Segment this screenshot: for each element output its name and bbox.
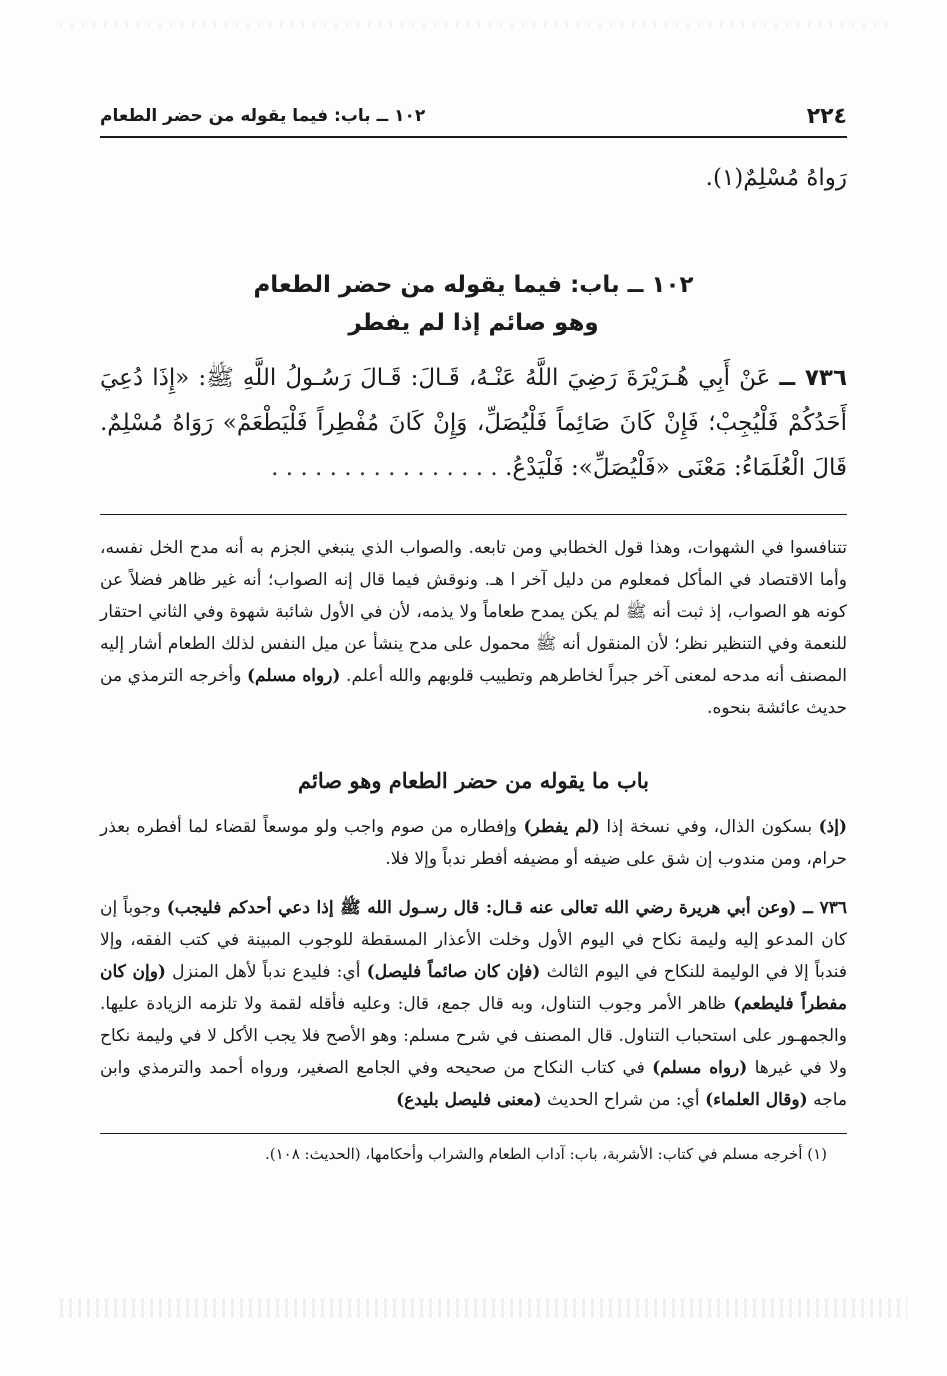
para1-term-1: (إذ) — [818, 817, 848, 837]
scan-noise-bottom — [60, 1298, 907, 1318]
para2-text-1: وجوباً إن كان المدعو إليه وليمة نكاح في اليوم الأول وخلت الأعذار المسقطة للوجوب المبينة في كتب الفقه، وإلا فندباً إلا في الوليمة للنكاح في اليوم الثالث — [100, 898, 848, 982]
para2-term-4: (رواه مسلم) — [652, 1058, 748, 1078]
previous-hadith-ending: رَواهُ مُسْلِمٌ(١). — [705, 165, 847, 191]
para2-text-2: أي: فليدع ندباً لأهل المنزل — [172, 962, 361, 982]
para2-term-5: (وقال العلماء) — [705, 1090, 808, 1110]
commentary-paragraph-2 — [100, 892, 847, 1116]
para2-term-6: (معنى فليصل بليدع) — [396, 1090, 542, 1110]
para1-text-2: وإفطاره من صوم واجب ولو موسعاً لقضاء لما أفطره بعذر حرام، ومن مندوب إن شق على ضيفه أو مضيفه أفطر ندباً وإلا فلا. — [100, 817, 847, 869]
hadith-text-block — [100, 356, 847, 491]
commentary-source-ref: (رواه مسلم) — [247, 666, 341, 686]
chapter-title-line-2: وهو صائم إذا لم يفطر — [348, 310, 599, 336]
running-header-chapter: ١٠٢ ــ باب: فيما يقوله من حضر الطعام — [100, 106, 426, 126]
page-number: ٢٢٤ — [806, 103, 847, 129]
para2-term-2: (فإن كان صائماً فليصل) — [366, 962, 541, 982]
chapter-title-line-1: ١٠٢ ــ باب: فيما يقوله من حضر الطعام — [253, 272, 694, 298]
para2-text-5: أي: من شراح الحديث — [547, 1090, 700, 1110]
scan-noise-top — [60, 22, 887, 28]
para1-term-2: (لم يفطر) — [523, 817, 600, 837]
para2-text-3: ظاهر الأمر وجوب التناول، وبه قال جمع، قال: وعليه فأقله لقمة ولا تلزمه الزيادة عليها. والجمهـور على استحباب التناول. قال المصنف في شرح مسلم: وهو الأصح فلا يجب الأكل لا في وليمة نكاح ولا في غيرها — [100, 994, 847, 1078]
para2-term-1: ٧٣٦ ــ (وعن أبي هريرة رضي الله تعالى عنه قـال: قال رسـول الله ﷺ إذا دعي أحدكم فليجب) — [166, 898, 847, 918]
dotted-leader: . . . . . . . . . . . . . . . . — [271, 455, 498, 481]
commentary-continuation — [100, 532, 847, 724]
para1-text-1: بسكون الذال، وفي نسخة إذا — [606, 817, 813, 837]
commentary-paragraph-1 — [100, 811, 847, 875]
matn-commentary-divider — [100, 514, 847, 515]
para2-text-4: في كتاب النكاح من صحيحه وفي الجامع الصغير، ورواه أحمد والترمذي وابن ماجه — [100, 1058, 847, 1110]
commentary-continuation-end: وأخرجه الترمذي من حديث عائشة بنحوه. — [100, 666, 847, 718]
running-header — [100, 96, 847, 138]
hadith-text: عَنْ أَبِي هُـرَيْرَةَ رَضِيَ اللَّهُ عَنْـهُ، قَـالَ: قَـالَ رَسُـولُ اللَّهِ ﷺ: «إِذَا دُعِيَ أَحَدُكُمْ فَلْيُجِبْ؛ فَإِنْ كَانَ صَائِماً فَلْيُصَلِّ، وَإِنْ كَانَ مُفْطِراً فَلْيَطْعَمْ» رَوَاهُ مُسْلِمٌ. قَالَ الْعُلَمَاءُ: مَعْنَى «فَلْيُصَلِّ»: فَلْيَدْعُ. — [100, 365, 847, 481]
footnote: (١) أخرجه مسلم في كتاب: الأشربة، باب: آداب الطعام والشراب وأحكامها، (الحديث: ١٠٨). — [264, 1145, 827, 1163]
commentary-continuation-text: تتنافسوا في الشهوات، وهذا قول الخطابي ومن تابعه. والصواب الذي ينبغي الجزم به أنه مدح الخل نفسه، وأما الاقتصاد في المأكل فمعلوم من دليل آخر ا هـ. ونوقش فيما قال إنه الصواب؛ أنه غير ظاهر فضلاً عن كونه هو الصواب، إذ ثبت أنه ﷺ لم يكن يمدح طعاماً ولا يذمه، لأن في الأول شائبة شهوة وفي الثاني احتقار للنعمة وفي التنظير نظر؛ لأن المنقول أنه ﷺ محمول على مدح ينشأ عن ميل النفس لذلك الطعام أشار إليه المصنف أنه مدحه لمعنى آخر جبراً لخاطرهم وتطييب قلوبهم والله أعلم. — [100, 538, 848, 686]
commentary-chapter-title: باب ما يقوله من حضر الطعام وهو صائم — [298, 768, 649, 793]
chapter-title — [100, 266, 847, 342]
page-content — [100, 160, 847, 1183]
hadith-number: ٧٣٦ ــ — [779, 365, 848, 391]
para2-term-3: (وإن كان مفطراً فليطعم) — [100, 962, 848, 1014]
footnote-separator — [100, 1133, 847, 1134]
